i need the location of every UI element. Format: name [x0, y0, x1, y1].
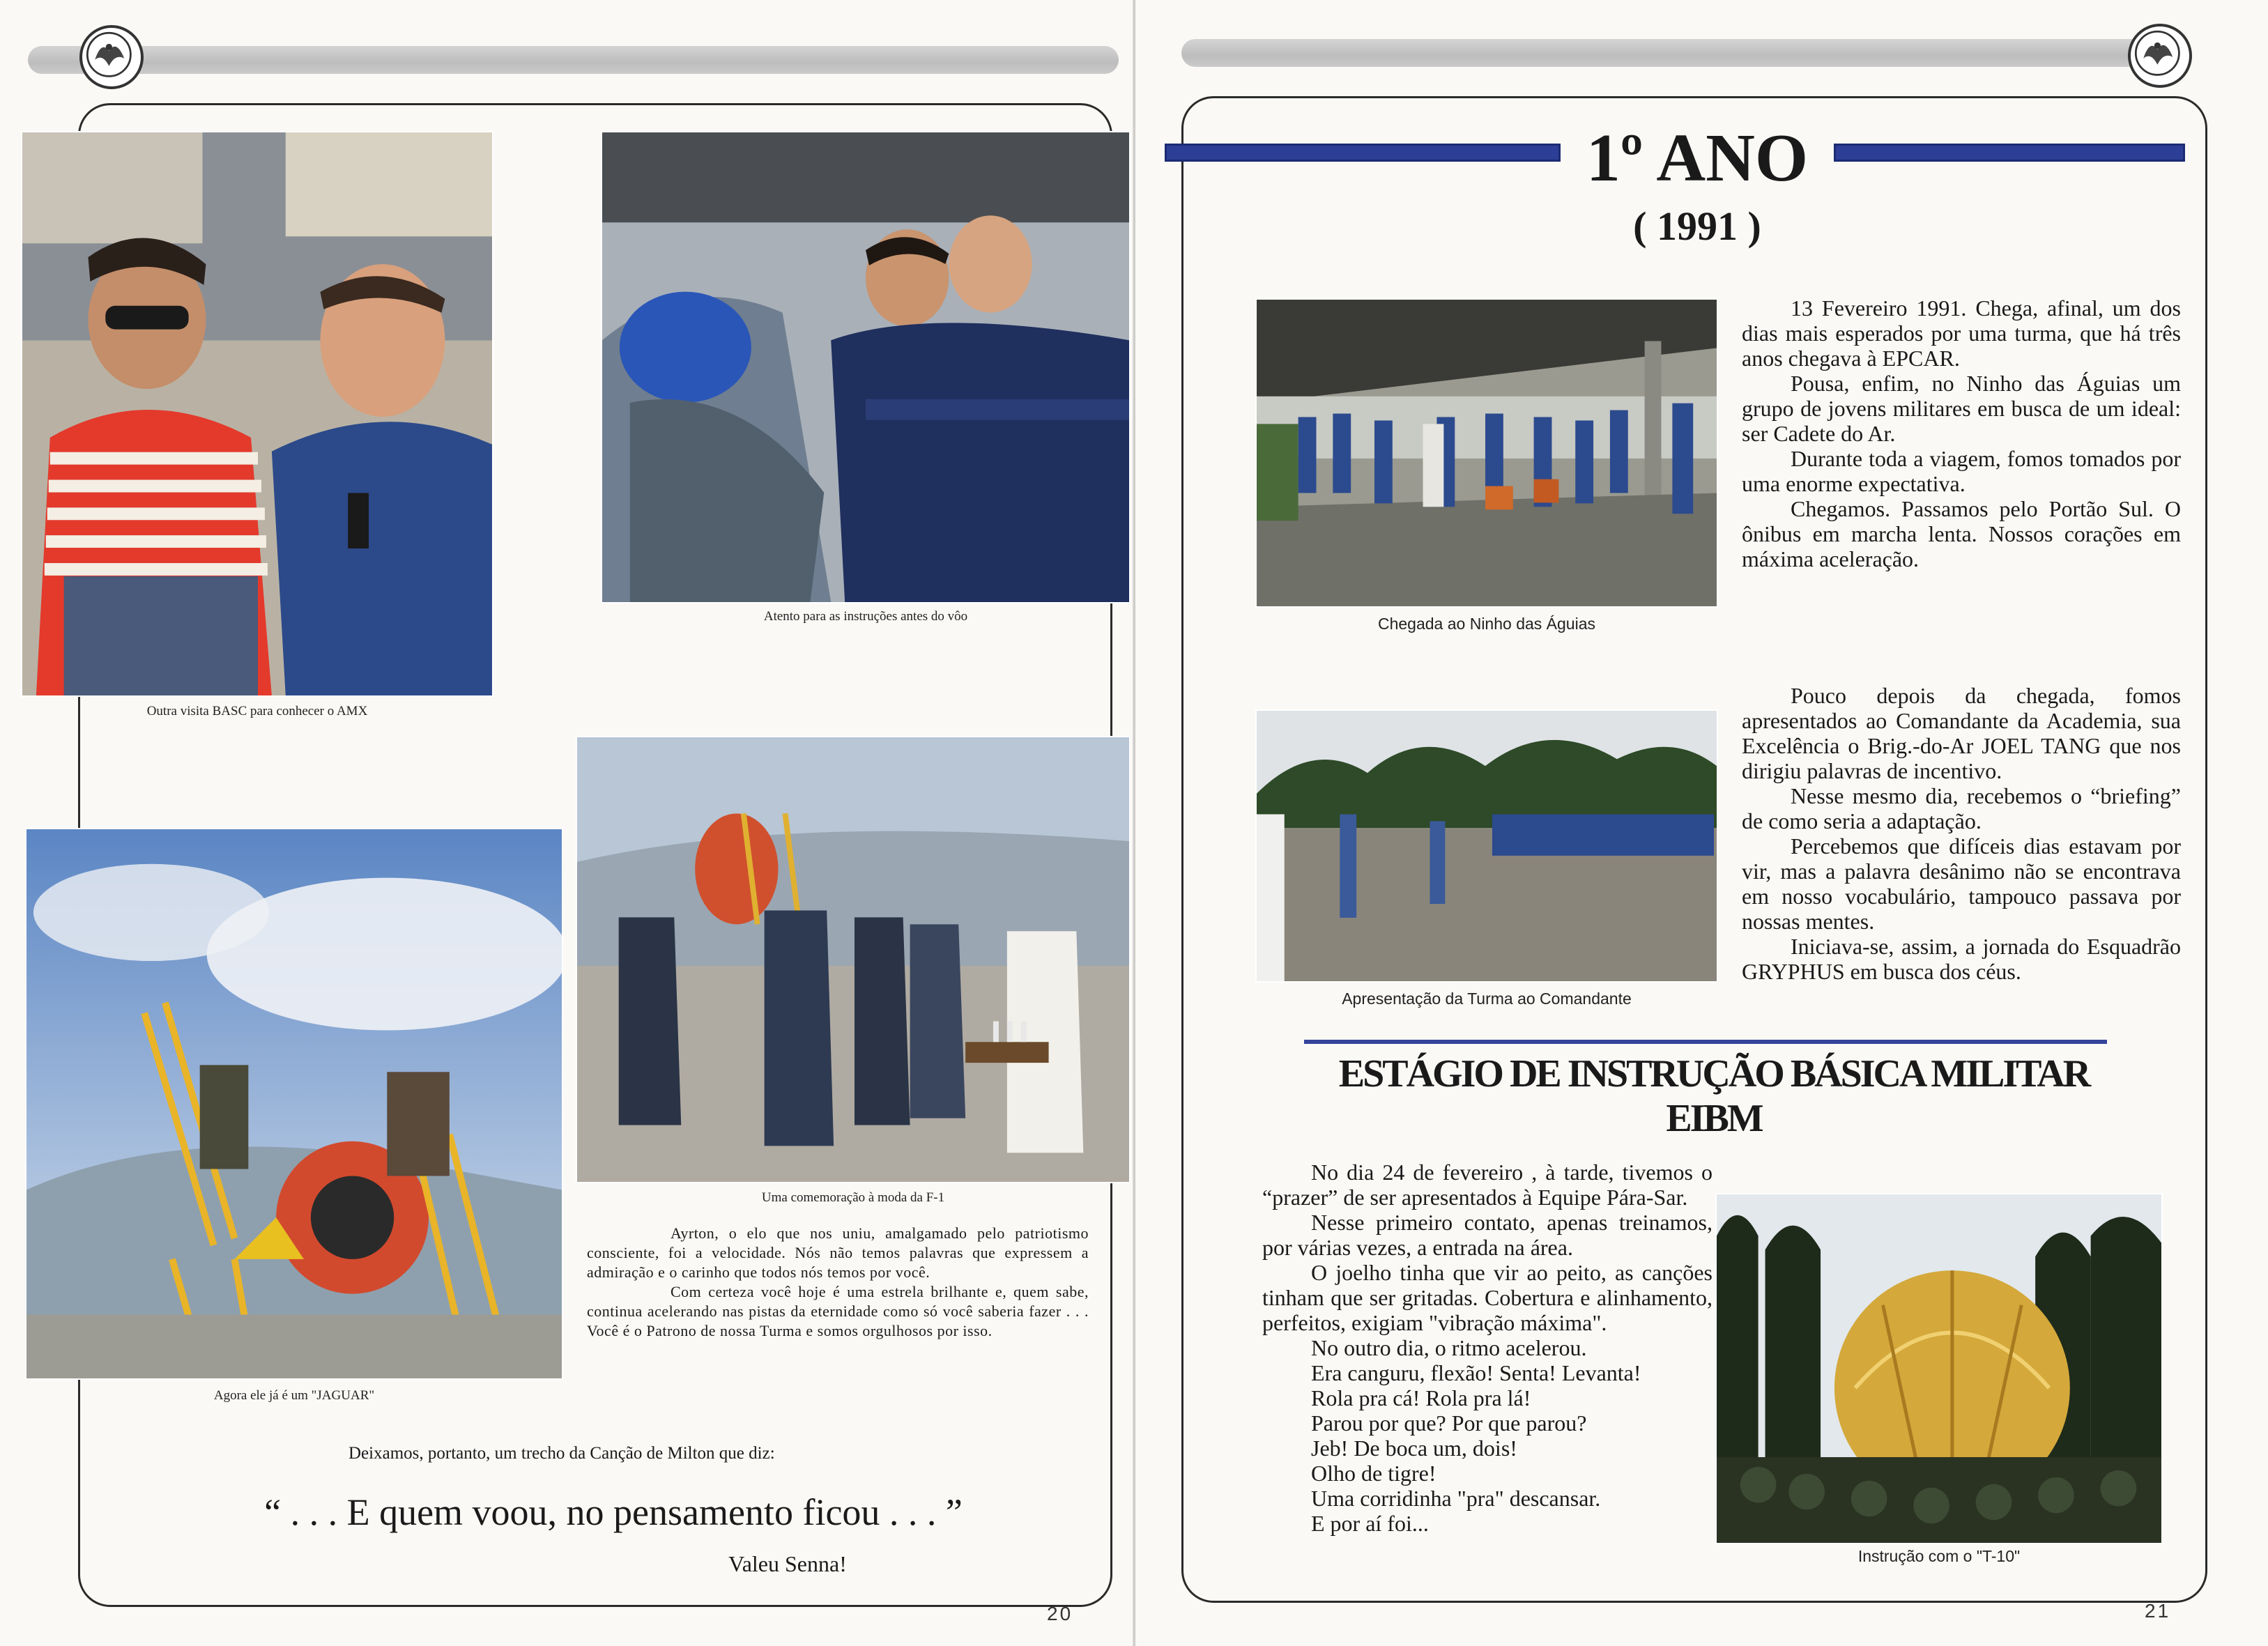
- right-page: [1135, 0, 2268, 1646]
- caption-f1-celebration: Uma comemoração à moda da F-1: [761, 1190, 945, 1205]
- eibm-line: Uma corridinha "pra" descansar.: [1311, 1486, 1601, 1511]
- eibm-line: Jeb! De boca um, dois!: [1311, 1436, 1517, 1461]
- arrival-paragraph: Chegamos. Passamos pelo Portão Sul. O ônibus em marcha lenta. Nossos corações em máxima aceleração.: [1742, 496, 2181, 571]
- eibm-text: [1262, 1160, 1713, 1536]
- title-band-right: [1834, 144, 2185, 162]
- squadron-emblem-icon: [2128, 24, 2192, 88]
- section-subtitle: EIBM: [1666, 1097, 1762, 1140]
- header-bar: [1181, 39, 2157, 67]
- photo-senna-visit: [21, 131, 493, 697]
- tribute-paragraph: Com certeza você hoje é uma estrela brilhante e, quem sabe, continua acelerando nas pistas da eternidade como só você saberia fazer . . . Você é o Patrono de nossa Turma e somos orgulhosos por isso.: [587, 1283, 1089, 1339]
- eibm-line: Rola pra cá! Rola pra lá!: [1311, 1385, 1531, 1410]
- page-number-left: 20: [1047, 1603, 1073, 1624]
- eibm-line: Parou por que? Por que parou?: [1311, 1410, 1587, 1436]
- arrival-paragraph: Pousa, enfim, no Ninho das Águias um grupo de jovens militares em busca de um ideal: ser Cadete do Ar.: [1742, 371, 2181, 446]
- commander-paragraph: Pouco depois da chegada, fomos apresentados ao Comandante da Academia, sua Excelência o Brig.-do-Ar JOEL TANG que nos dirigiu palavras de incentivo.: [1742, 683, 2181, 783]
- header-bar: [28, 46, 1119, 74]
- caption-cockpit-briefing: Atento para as instruções antes do vôo: [763, 609, 968, 624]
- arrival-text: [1742, 295, 2181, 571]
- caption-parachute-training: Instrução com o "T-10": [1857, 1547, 2021, 1565]
- commander-paragraph: Iniciava-se, assim, a jornada do Esquadrão GRYPHUS em busca dos céus.: [1742, 934, 2181, 984]
- intro-line: Deixamos, portanto, um trecho da Canção de Milton que diz:: [348, 1444, 775, 1463]
- title-band-left: [1165, 144, 1561, 162]
- eibm-paragraph: No dia 24 de fevereiro , à tarde, tivemos o “prazer” de ser apresentados à Equipe Pára-Sar.: [1262, 1160, 1713, 1210]
- photo-cockpit-briefing: [601, 131, 1131, 603]
- eibm-paragraph: O joelho tinha que vir ao peito, as canções tinham que ser gritadas. Cobertura e alinhamento, perfeitos, exigiam "vibração máxima".: [1262, 1260, 1713, 1335]
- tribute-text: [587, 1224, 1089, 1341]
- eibm-paragraph: No outro dia, o ritmo acelerou.: [1311, 1335, 1587, 1360]
- section-divider: [1304, 1040, 2107, 1044]
- caption-commander-presentation: Apresentação da Turma ao Comandante: [1342, 990, 1632, 1008]
- squadron-emblem-icon: [79, 25, 144, 89]
- eibm-paragraph: Nesse primeiro contato, apenas treinamos, por várias vezes, a entrada na área.: [1262, 1210, 1713, 1260]
- arrival-paragraph: Durante toda a viagem, fomos tomados por uma enorme expectativa.: [1742, 446, 2181, 496]
- commander-text: [1742, 683, 2181, 984]
- eibm-line: E por aí foi...: [1311, 1511, 1429, 1536]
- photo-jaguar-jet: [25, 828, 563, 1380]
- photo-f1-celebration: [576, 736, 1131, 1183]
- section-title: ESTÁGIO DE INSTRUÇÃO BÁSICA MILITAR: [1338, 1052, 2090, 1095]
- caption-jaguar-jet: Agora ele já é um "JAGUAR": [213, 1388, 375, 1403]
- page-title: 1º ANO: [1586, 121, 1809, 196]
- photo-parachute-training: [1715, 1193, 2163, 1544]
- signoff: Valeu Senna!: [728, 1551, 847, 1576]
- year-label: ( 1991 ): [1633, 203, 1761, 249]
- page-number-right: 21: [2145, 1600, 2171, 1622]
- photo-arrival: [1255, 298, 1718, 608]
- caption-senna-visit: Outra visita BASC para conhecer o AMX: [146, 704, 368, 718]
- commander-paragraph: Percebemos que difíceis dias estavam por vir, mas a palavra desânimo não se encontrava em nosso vocabulário, tampouco passava por nossas mentes.: [1742, 833, 2181, 934]
- eibm-line: Era canguru, flexão! Senta! Levanta!: [1311, 1360, 1641, 1385]
- milton-quote: “ . . . E quem voou, no pensamento ficou . . . ”: [264, 1491, 963, 1533]
- commander-paragraph: Nesse mesmo dia, recebemos o “briefing” de como seria a adaptação.: [1742, 783, 2181, 833]
- arrival-paragraph: 13 Fevereiro 1991. Chega, afinal, um dos dias mais esperados por uma turma, que há três anos chegava à EPCAR.: [1742, 295, 2181, 371]
- eibm-line: Olho de tigre!: [1311, 1461, 1436, 1486]
- photo-commander-presentation: [1255, 709, 1718, 983]
- tribute-paragraph: Ayrton, o elo que nos uniu, amalgamado pelo patriotismo consciente, foi a velocidade. Nós não temos palavras que expressem a admiração e o carinho que todos nós temos por você.: [587, 1224, 1089, 1281]
- left-page: [0, 0, 1133, 1646]
- caption-arrival: Chegada ao Ninho das Águias: [1377, 615, 1595, 633]
